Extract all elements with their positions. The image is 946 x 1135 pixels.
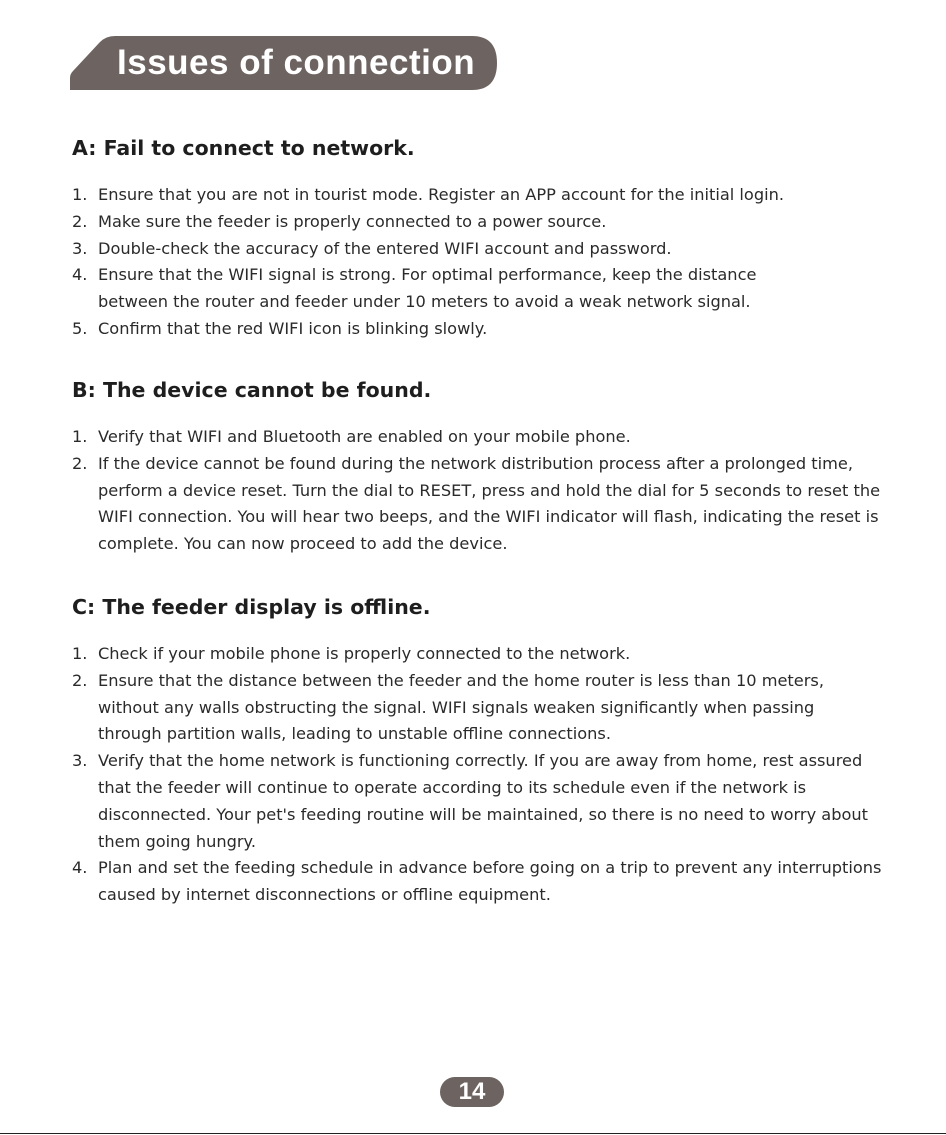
item-number: 2. bbox=[72, 670, 88, 690]
item-text: Plan and set the feeding schedule in advance before going on a trip to prevent any interruptions caused by internet disconnections or offline equipment. bbox=[98, 858, 882, 905]
item-text: If the device cannot be found during the network distribution process after a prolonged time, perform a device reset. Turn the dial to RESET, press and hold the dial for 5 seconds to reset the WIFI connection. You will hear two beeps, and the WIFI indicator will flash, indicating the reset is complete. You can now proceed to add the device. bbox=[98, 453, 881, 554]
list-item bbox=[72, 855, 882, 909]
section-feeder-offline bbox=[72, 595, 882, 909]
steps-list bbox=[72, 424, 882, 558]
item-text: Make sure the feeder is properly connected to a power source. bbox=[98, 211, 607, 231]
list-item bbox=[72, 262, 882, 316]
section-heading: B: The device cannot be found. bbox=[72, 378, 432, 402]
list-item bbox=[72, 209, 882, 236]
item-text: Confirm that the red WIFI icon is blinking slowly. bbox=[98, 318, 488, 338]
item-number: 4. bbox=[72, 265, 88, 285]
item-number: 2. bbox=[72, 453, 88, 473]
item-number: 4. bbox=[72, 858, 88, 878]
page-title: Issues of connection bbox=[117, 43, 476, 82]
list-item bbox=[72, 668, 882, 748]
section-heading: A: Fail to connect to network. bbox=[72, 136, 415, 160]
item-text: Ensure that the WIFI signal is strong. For optimal performance, keep the distance between the router and feeder under 10 meters to avoid a weak network signal. bbox=[98, 265, 757, 312]
item-number: 3. bbox=[72, 238, 88, 258]
item-number: 1. bbox=[72, 427, 88, 446]
item-text: Verify that the home network is functioning correctly. If you are away from home, rest assured that the feeder will continue to operate according to its schedule even if the network is disconnected. Your pet's feeding routine will be maintained, so there is no need to worry about them going hungry. bbox=[98, 751, 868, 851]
list-item bbox=[72, 236, 882, 263]
steps-list bbox=[72, 182, 882, 343]
item-number: 3. bbox=[72, 751, 88, 771]
section-device-not-found bbox=[72, 378, 882, 558]
list-item bbox=[72, 424, 882, 451]
list-item bbox=[72, 451, 882, 558]
item-text: Verify that WIFI and Bluetooth are enabled on your mobile phone. bbox=[98, 427, 631, 446]
item-text: Ensure that the distance between the feeder and the home router is less than 10 meters, without any walls obstructing the signal. WIFI signals weaken significantly when passing through partition walls, leading to unstable offline connections. bbox=[98, 670, 824, 744]
item-number: 1. bbox=[72, 644, 88, 663]
item-number: 5. bbox=[72, 318, 88, 338]
section-heading: C: The feeder display is offline. bbox=[72, 595, 431, 619]
page-number-badge: 14 bbox=[440, 1077, 504, 1107]
item-number: 1. bbox=[72, 185, 88, 204]
list-item bbox=[72, 641, 882, 668]
list-item bbox=[72, 748, 882, 855]
list-item bbox=[72, 182, 882, 209]
steps-list bbox=[72, 641, 882, 909]
item-number: 2. bbox=[72, 211, 88, 231]
item-text: Ensure that you are not in tourist mode. Register an APP account for the initial login. bbox=[98, 185, 785, 204]
section-fail-to-connect bbox=[72, 136, 882, 343]
bottom-divider bbox=[0, 1133, 946, 1134]
item-text: Double-check the accuracy of the entered WIFI account and password. bbox=[98, 238, 672, 258]
list-item bbox=[72, 316, 882, 343]
item-text: Check if your mobile phone is properly connected to the network. bbox=[98, 644, 631, 663]
